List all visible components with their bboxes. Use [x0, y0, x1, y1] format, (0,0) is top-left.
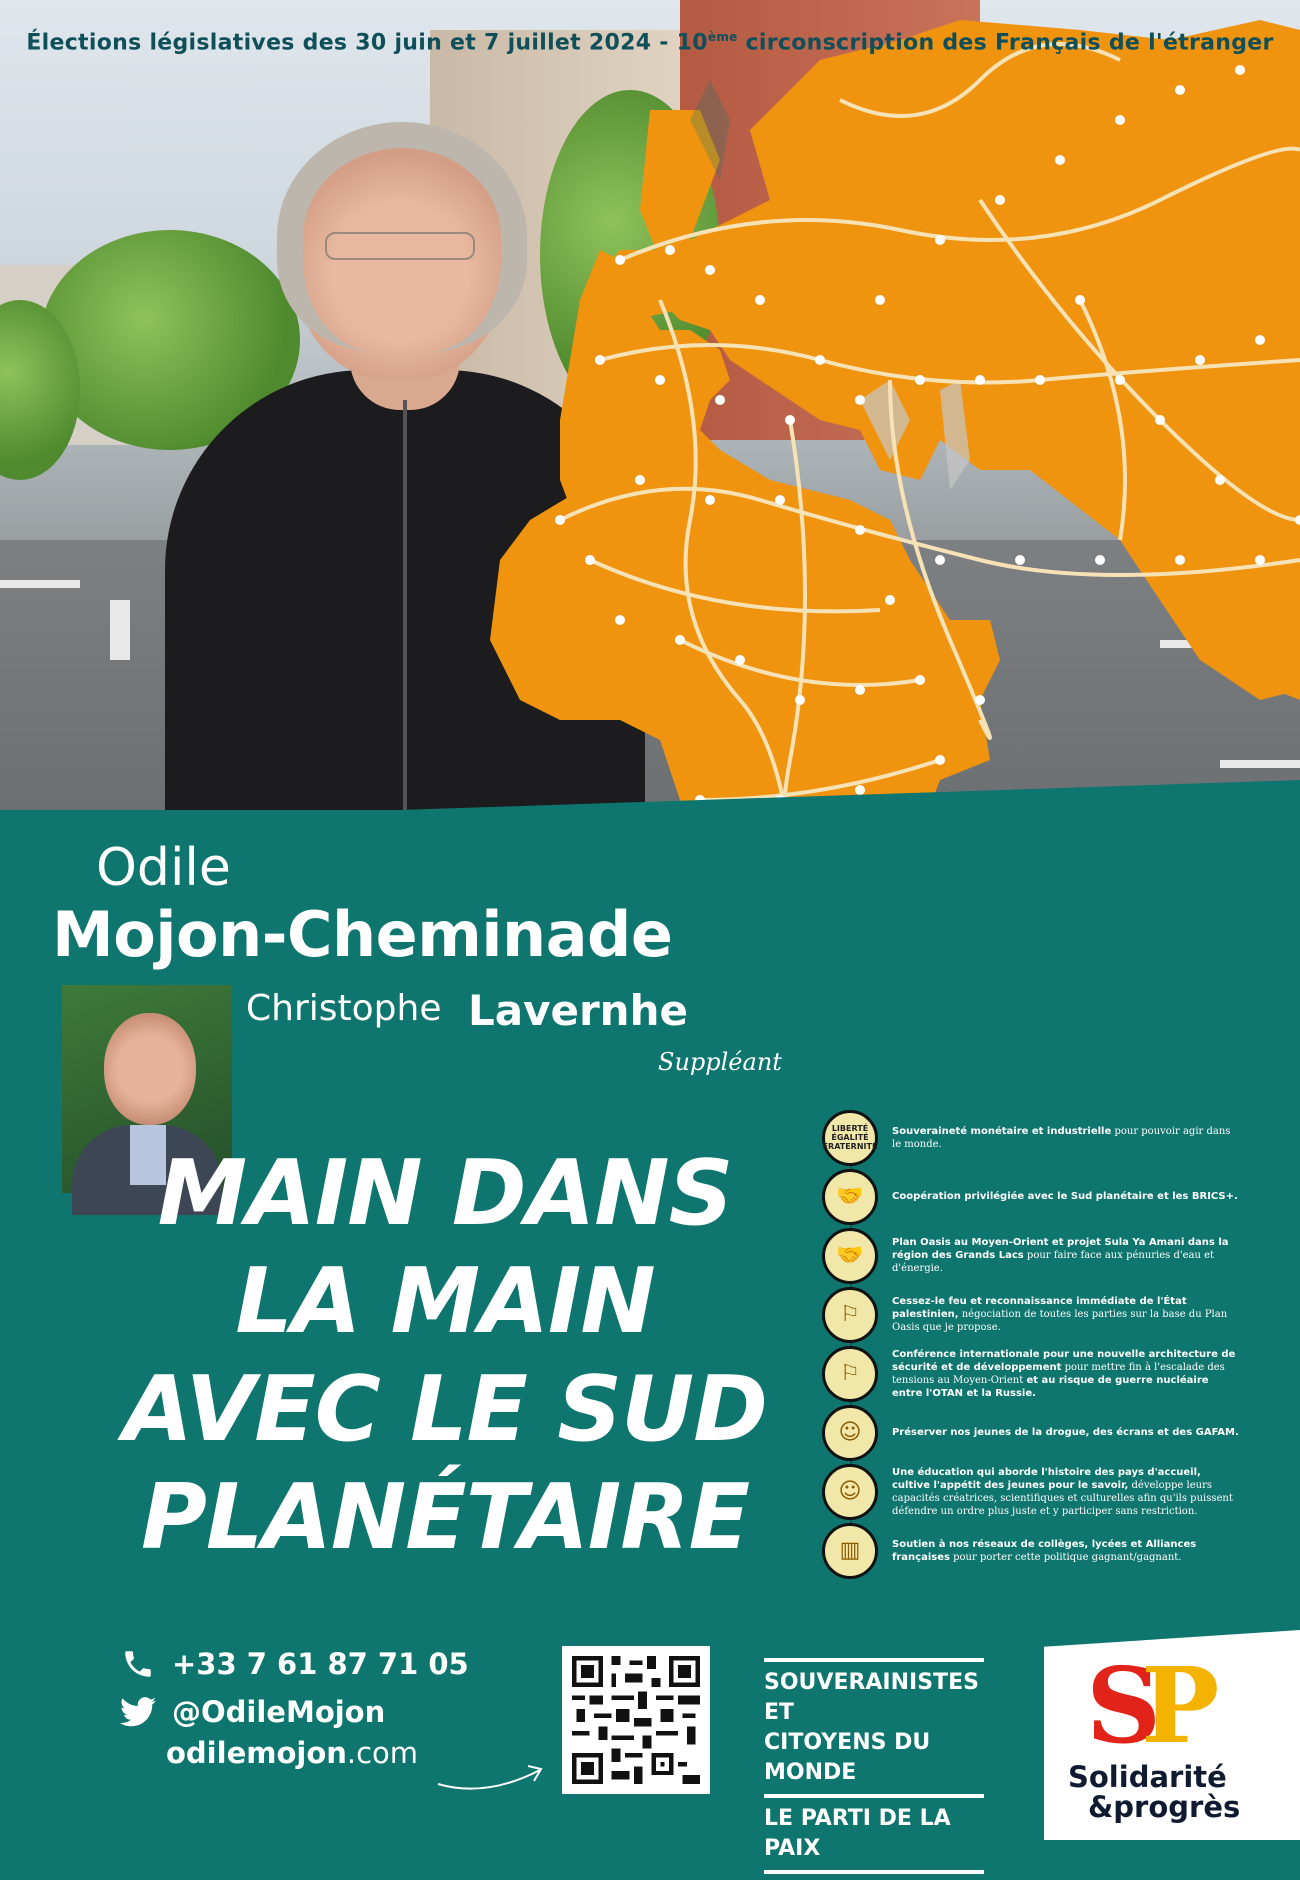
phone-number[interactable]: +33 7 61 87 71 05 [172, 1647, 469, 1681]
substitute-face [104, 1013, 196, 1125]
contact-block [118, 1640, 469, 1736]
phone-row [118, 1640, 469, 1688]
program-item [822, 1344, 1242, 1403]
white-flag-icon: ⚐ [822, 1346, 878, 1402]
child-icon: ☺ [822, 1464, 878, 1520]
twitter-row [118, 1688, 469, 1736]
tagline-block [764, 1652, 984, 1880]
school-building-icon: ▥ [822, 1523, 878, 1579]
program-item-text: Une éducation qui aborde l'histoire des pays d'accueil, cultive l'appétit des jeunes pour le savoir, développe leurs capacités créatrices, scientifiques et culturelles afin qu'ils puissent défendre un ordre plus juste et y participer sans restriction. [892, 1466, 1233, 1517]
website-link[interactable]: odilemojon.com [166, 1736, 419, 1770]
party-logo-mark: SP [1086, 1644, 1200, 1767]
candidate-first-name: Odile [96, 838, 231, 898]
program-item [822, 1108, 1242, 1167]
program-item-text: Cessez-le feu et reconnaissance immédiate de l'État palestinien, négociation de toutes les parties sur la base du Plan Oasis que je propose. [892, 1296, 1228, 1333]
program-item [822, 1167, 1242, 1226]
substitute-last-name: Lavernhe [468, 986, 688, 1035]
child-icon: ☺ [822, 1405, 878, 1461]
header-superscript: ème [707, 30, 738, 44]
tagline-line: CITOYENS DU MONDE [764, 1730, 931, 1785]
party-logo-name: Solidarité [1068, 1760, 1227, 1794]
slogan-line: PLANÉTAIRE [140, 1465, 750, 1570]
program-item-text: Préserver nos jeunes de la drogue, des écrans et des GAFAM. [892, 1427, 1239, 1438]
glasses [325, 232, 475, 260]
candidate-last-name: Mojon-Cheminade [52, 898, 673, 971]
program-item [822, 1226, 1242, 1285]
handshake-icon: 🤝 [822, 1169, 878, 1225]
slogan-line: MAIN DANS [157, 1141, 733, 1246]
program-item-text: Coopération privilégiée avec le Sud planétaire et les BRICS+. [892, 1191, 1238, 1202]
header-text: Élections législatives des 30 juin et 7 juillet 2024 - 10 [26, 30, 708, 56]
twitter-handle[interactable]: @OdileMojon [172, 1695, 386, 1729]
party-logo-name: &progrès [1088, 1790, 1241, 1824]
substitute-first-name: Christophe [246, 988, 442, 1029]
program-item [822, 1462, 1242, 1521]
election-header [0, 30, 1300, 55]
program-item-text: Soutien à nos réseaux de collèges, lycées et Alliances françaises pour porter cette politique gagnant/gagnant. [892, 1538, 1197, 1563]
program-item-text: Conférence internationale pour une nouvelle architecture de sécurité et de développement pour mettre fin à l'escalade des tensions au Moyen-Orient et au risque de guerre nucléaire entre l'OTAN et la Russie. [892, 1348, 1236, 1399]
curved-arrow-icon [436, 1756, 546, 1796]
legal-mention-vertical [1262, 780, 1272, 1140]
white-flag-icon: ⚐ [822, 1287, 878, 1343]
program-item-text: Plan Oasis au Moyen-Orient et projet Sula Ya Amani dans la région des Grands Lacs pour faire face aux pénuries d'eau et d'énergie. [892, 1237, 1229, 1274]
program-item [822, 1285, 1242, 1344]
program-item [822, 1403, 1242, 1462]
program-item-text: Souveraineté monétaire et industrielle pour pouvoir agir dans le monde. [892, 1125, 1231, 1150]
program-item [822, 1521, 1242, 1580]
twitter-bird-icon [118, 1692, 158, 1732]
handshake-icon: 🤝 [822, 1228, 878, 1284]
tagline-line: LE PARTI DE LA PAIX [764, 1806, 951, 1861]
tagline-line: SOUVERAINISTES ET [764, 1670, 979, 1725]
phone-icon [118, 1644, 158, 1684]
liberte-egalite-fraternite-icon: LIBERTÉ ÉGALITÉ FRATERNITÉ [822, 1110, 878, 1166]
slogan [100, 1140, 790, 1572]
slogan-line: AVEC LE SUD [123, 1357, 767, 1462]
program-list [822, 1108, 1242, 1580]
substitute-role: Suppléant [658, 1048, 782, 1076]
header-text-end: circonscription des Français de l'étranger [737, 30, 1274, 56]
qr-code[interactable] [562, 1646, 710, 1794]
slogan-line: LA MAIN [235, 1249, 655, 1354]
